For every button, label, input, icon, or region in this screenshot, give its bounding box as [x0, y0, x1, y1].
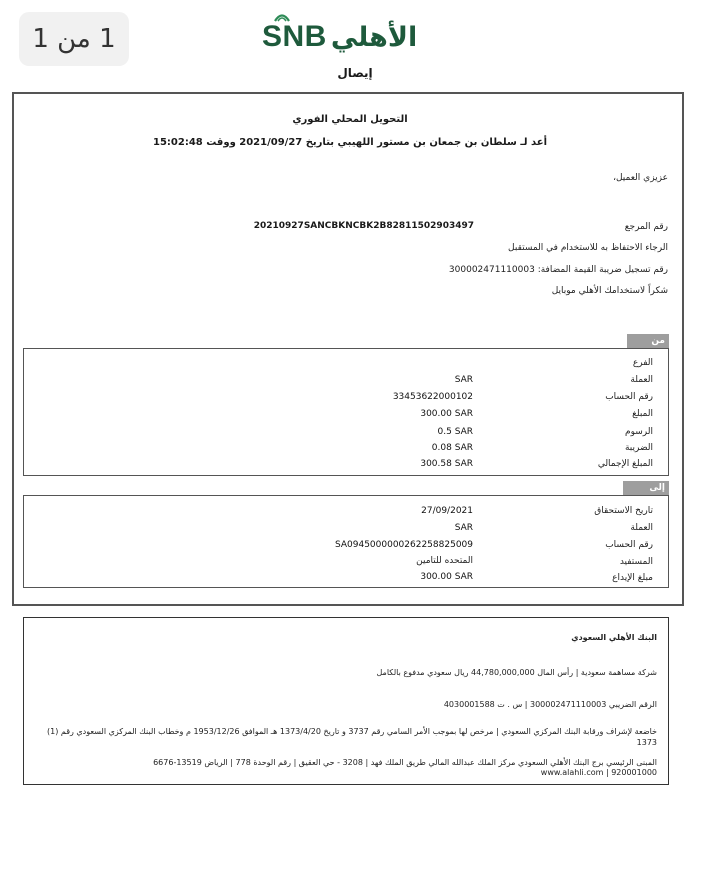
- transfer-title: التحويل المحلي الفوري: [292, 114, 408, 125]
- from-total-value: 300.58 SAR: [420, 459, 473, 469]
- snb-logo: [262, 14, 417, 60]
- from-amount-value: 300.00 SAR: [420, 409, 473, 419]
- logo-text-en: SNB: [262, 20, 327, 54]
- to-beneficiary-value: المتحده للتامين: [416, 556, 473, 566]
- logo-arc-icon: [274, 12, 290, 22]
- footer-regulation: خاضعة لإشراف ورقابة البنك المركزي السعودي | مرخص لها بموجب الأمر السامي رقم 3737 و تاريخ 1373/4/20 هـ الموافق 1953/12/26 م وخطاب البنك المركزي السعودي رقم (1) 1373: [46, 727, 657, 747]
- from-branch-label: الفرع: [632, 358, 653, 368]
- prepared-for-line: أعد لـ سلطان بن جمعان بن مستور اللهيبي بتاريخ 2021/09/27 ووقت 15:02:48: [152, 137, 548, 148]
- from-fees-label: الرسوم: [625, 427, 653, 437]
- greeting: عزيزي العميل،: [613, 173, 668, 183]
- reference-label: رقم المرجع: [624, 222, 668, 232]
- receipt-title: إيصال: [337, 66, 373, 80]
- to-beneficiary-label: المستفيد: [619, 557, 653, 567]
- from-tax-label: الضريبة: [624, 443, 653, 453]
- to-deposit-amount-value: 300.00 SAR: [420, 572, 473, 582]
- vat-registration: رقم تسجيل ضريبة القيمة المضافة: 300002471110003: [448, 265, 668, 275]
- page-indicator: 1 من 1: [19, 12, 129, 66]
- to-section-header: إلى: [623, 481, 669, 496]
- footer-bank-name: البنك الأهلي السعودي: [571, 633, 657, 642]
- to-currency-label: العملة: [630, 523, 653, 533]
- from-fees-value: 0.5 SAR: [437, 427, 473, 437]
- footer-contact: 920001000 | www.alahli.com: [540, 768, 657, 777]
- keep-note: الرجاء الاحتفاظ به للاستخدام في المستقبل: [508, 243, 668, 253]
- reference-value: 20210927SANCBKNCBK2B82811502903497: [253, 221, 474, 231]
- to-account-value: SA0945000000262258825009: [334, 540, 473, 550]
- footer-address: المبنى الرئيسي برج البنك الأهلي السعودي مركز الملك عبدالله المالي طريق الملك فهد | 3208 - حي العقيق | رقم الوحدة 778 | الرياض 13519-6676: [153, 758, 657, 767]
- to-currency-value: SAR: [454, 523, 473, 533]
- from-total-label: المبلغ الإجمالي: [597, 459, 653, 469]
- logo-text-ar: الأهلي: [330, 21, 418, 53]
- to-account-label: رقم الحساب: [605, 540, 653, 550]
- from-currency-label: العملة: [630, 375, 653, 385]
- from-amount-label: المبلغ: [632, 409, 653, 419]
- footer-tax: الرقم الضريبي 300002471110003 | س . ت 4030001588: [443, 700, 657, 709]
- from-account-label: رقم الحساب: [605, 392, 653, 402]
- footer-capital: شركة مساهمة سعودية | رأس المال 44,780,000,000 ريال سعودي مدفوع بالكامل: [376, 668, 657, 677]
- to-due-date-label: تاريخ الاستحقاق: [594, 506, 653, 516]
- from-account-value: 33453622000102: [392, 392, 473, 402]
- to-due-date-value: 27/09/2021: [421, 506, 473, 516]
- from-currency-value: SAR: [454, 375, 473, 385]
- to-deposit-amount-label: مبلغ الإيداع: [612, 573, 653, 583]
- thanks-note: شكراً لاستخدامك الأهلي موبايل: [551, 286, 668, 296]
- from-tax-value: 0.08 SAR: [431, 443, 473, 453]
- from-section-header: من: [627, 334, 669, 349]
